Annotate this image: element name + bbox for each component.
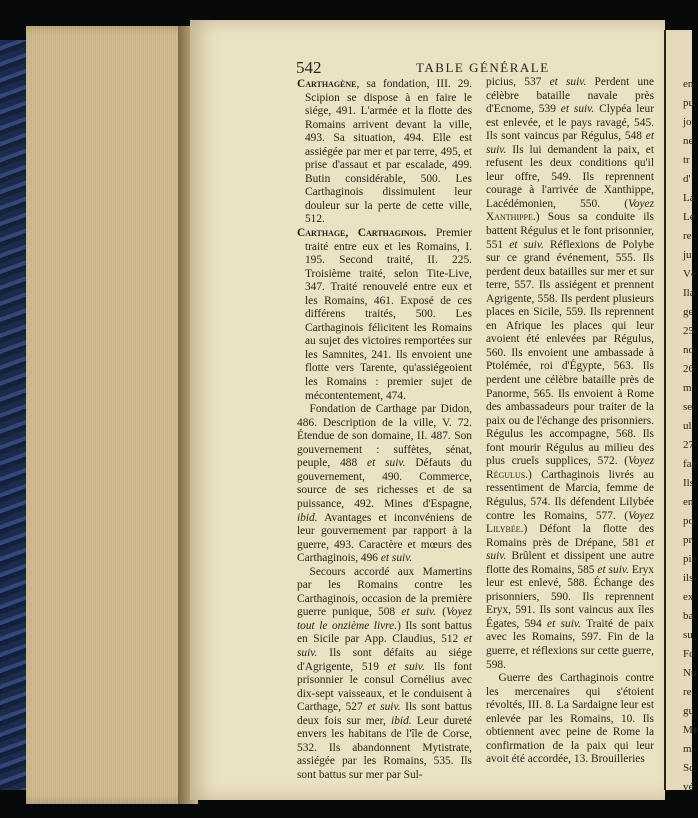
facing-page-fragment: Vé	[683, 268, 696, 280]
paragraph: Fondation de Carthage par Didon, 486. Description de la ville, V. 72. Étendue de son domaine, II. 487. Son gouvernement : suffètes, sénat, peuple, 488 et suiv. Défauts du gouvernement, 490. Commerce, source de ses richesses et de sa puissance, 492. Mines d'Espagne, ibid. Avantages et inconvéniens de leur gouvernement par rapport à la guerre, 493. Caractère et mœurs des Carthaginois, 496 et suiv.	[297, 403, 473, 565]
facing-page-fragment: Le	[683, 211, 695, 223]
facing-page-fragment: m	[683, 743, 692, 755]
facing-page-fragment: ne	[683, 135, 694, 147]
index-entry-carthage: Carthage, Carthaginois. Premier traité entre eux et les Romains, I. 195. Second traité, II. 225. Troisième traité, selon Tite-Live, 347. Traité renouvelé entre eux et les Romains, 461. Exposé de ces différens traités, 500. Les Carthaginois félicitent les Romains au sujet des victoires remportées sur les Samnites, 241. Ils envoient une flotte vers Tarente, qu'assiégeoient les Romains : premier sujet de mécontentement, 474.	[297, 227, 473, 402]
page-number: 542	[296, 58, 322, 77]
facing-page-fragment: ba	[683, 610, 694, 622]
facing-page-fragment: ul	[683, 420, 692, 432]
facing-page-fragment: La	[683, 192, 695, 204]
facing-page-fragment: d'	[683, 173, 691, 185]
right-column	[486, 76, 654, 767]
facing-page-fragment: 25	[683, 325, 694, 337]
headword: Carthagène	[297, 78, 357, 90]
facing-page-fragment: no	[683, 344, 694, 356]
facing-page-fragment: sei	[683, 401, 696, 413]
facing-page-fragment: Ils	[683, 477, 694, 489]
facing-page-fragment: su	[683, 629, 693, 641]
facing-page-fragment: re	[683, 230, 692, 242]
facing-page-fragment: po	[683, 515, 694, 527]
facing-page-fragment: en	[683, 78, 694, 90]
facing-page-fragment: pu	[683, 97, 694, 109]
headword: Carthage, Carthaginois.	[297, 227, 427, 240]
facing-page-fragment: pie	[683, 553, 697, 565]
facing-page-fragment: fav	[683, 458, 698, 470]
facing-page-fragment: re	[683, 686, 692, 698]
facing-page-fragment: ge	[683, 306, 694, 318]
facing-page-fragment: Nu	[683, 667, 697, 679]
running-head: TABLE GÉNÉRALE	[416, 60, 550, 75]
paragraph: picius, 537 et suiv. Perdent une célèbre bataille navale près d'Ecnome, 539 et suiv. Clypéa leur est enlevée, et le pays ravagé, 545. Ils sont vaincus par Régulus, 548 et suiv. Ils lui demandent la paix, et refusent les deux conditions qu'il leur offre, 549. Ils reprennent courage à l'arrivée de Xanthippe, Lacédémonien, 550. (Voyez Xanthippe.) Sous sa conduite ils battent Régulus et le font prisonnier, 551 et suiv. Réflexions de Polybe sur ce grand événement, 555. Ils perdent deux batailles sur mer et sur terre, 557. Ils assiégent et prennent Agrigente, 558. Ils perdent plusieurs places en Sicile, 559. Ils reprennent en Afrique les places qui leur avoient été enlevées par Régulus, 560. Ils envoient une ambassade à Ptolémée, roi d'Égypte, 563. Ils perdent une célèbre bataille près de Panorme, 565. Ils envoient à Rome des ambassadeurs pour traiter de la paix ou de l'échange des prisonniers. Régulus les accompagne, 568. Ils font mourir Régulus au milieu des plus cruels supplices, 572. (Voyez Régulus.) Carthaginois livrés au ressentiment de Marcia, femme de Régulus, 574. Ils défendent Lilybée contre les Romains, 577. (Voyez Lilybée.) Défont la flotte des Romains près de Drépane, 581 et suiv. Brûlent et dissipent une autre flotte des Romains, 585 et suiv. Eryx leur est enlevé, 588. Échange des prisonniers, 590. Ils reprennent Eryx, 591. Ils sont vaincus aux îles Égates, 594 et suiv. Traité de paix avec les Romains, 597. Fin de la guerre, et réflexions sur cette guerre, 598.	[486, 76, 654, 671]
facing-page-fragment: Ila	[683, 287, 695, 299]
facing-page-fragment: m	[683, 382, 692, 394]
facing-page-fragment: 27	[683, 439, 694, 451]
facing-page-fragment: gu	[683, 705, 694, 717]
facing-page-fragment: Me	[683, 724, 698, 736]
facing-page-fragment: 26	[683, 363, 694, 375]
left-column	[297, 78, 472, 782]
facing-page-fragment: jo	[683, 116, 692, 128]
paragraph: Guerre des Carthaginois contre les mercenaires qui s'étoient révoltés, III. 8. La Sardaigne leur est enlevée par les Romains, 10. Ils obtiennent avec peine de Rome la confirmation de la paix qui leur avoit été accordée, 13. Brouilleries	[486, 672, 654, 766]
index-entry-carthagene: Carthagène, sa fondation, III. 29. Scipion se dispose à en faire le siége, 491. L'armée et la flotte des Romains arrivent devant la ville, 493. Sa situation, 494. Elle est assiégée par mer et par terre, 495, et prise d'assaut et par escalade, 499. Butin considérable, 500. Les Carthaginois dissimulent leur douleur sur la perte de cette ville, 512.	[297, 78, 472, 226]
facing-page-fragment: ju	[683, 249, 692, 261]
facing-page-fragment: Sc	[683, 762, 694, 774]
paragraph: Secours accordé aux Mamertins par les Romains contre les Carthaginois, occasion de la première guerre punique, 508 et suiv. (Voyez tout le onzième livre.) Ils sont battus en Sicile par App. Claudius, 512 et suiv. Ils sont défaits au siége d'Agrigente, 519 et suiv. Ils font prisonnier le consul Cornélius avec dix-sept vaisseaux, et le conduisent à Carthage, 527 et suiv. Ils sont battus deux fois sur mer, ibid. Leur dureté envers les habitans de l'île de Corse, 532. Ils abandonnent Mytistrate, assiégée par les Romains, 535. Ils sont battus sur mer par Sul-	[297, 565, 472, 781]
page-edges	[26, 26, 196, 804]
facing-page-fragment: ex	[683, 591, 694, 603]
facing-page-fragment: pr	[683, 534, 693, 546]
facing-page-fragment: en	[683, 496, 694, 508]
facing-page-fragment: ils	[683, 572, 694, 584]
facing-page-fragment: tr	[683, 154, 690, 166]
facing-page-fragment: Fo	[683, 648, 695, 660]
facing-page-edge	[664, 30, 698, 793]
facing-page-fragment: vé	[683, 781, 694, 793]
